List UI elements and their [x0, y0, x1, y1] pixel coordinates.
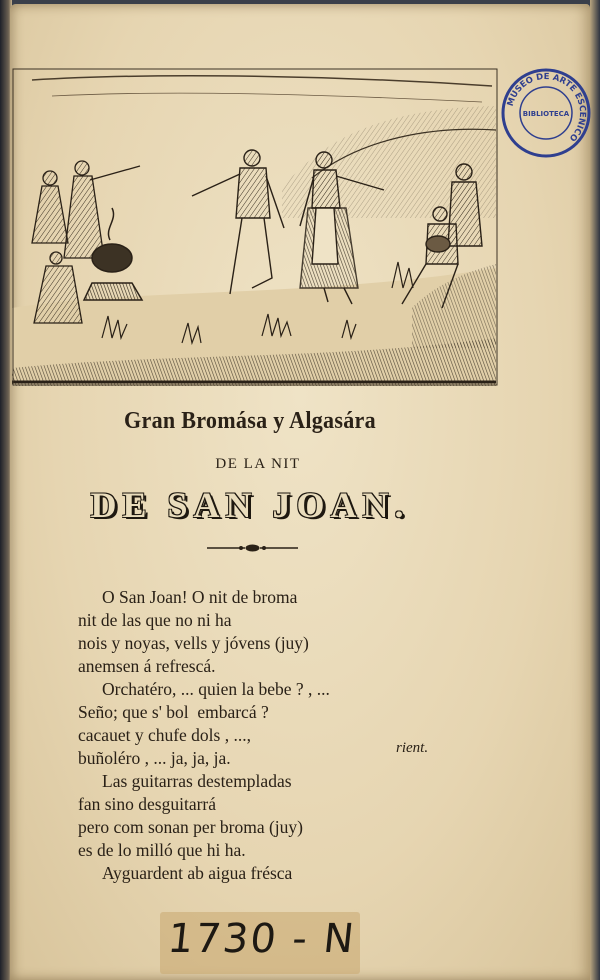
poem-line: Seño; que s' bol embarcá ? — [78, 702, 269, 722]
heading-line-2: DE LA NIT — [215, 456, 301, 472]
stamp-center-text: BIBLIOTECA — [522, 110, 570, 118]
poem-line: cacauet y chufe dols , ..., — [78, 725, 251, 745]
stage-direction: rient. — [396, 740, 429, 756]
poem — [78, 586, 458, 885]
poem-line: pero com sonan per broma (juy) — [78, 817, 303, 837]
stamp-ring-text: MUSEO DE ARTE ESCENICO — [505, 71, 588, 143]
shelf-mark: 1730 - N — [165, 916, 359, 962]
book-page — [10, 4, 590, 980]
library-stamp — [500, 67, 592, 159]
poem-line: O San Joan! O nit de broma — [102, 587, 298, 607]
poem-line: buñoléro , ... ja, ja, ja. — [78, 748, 231, 768]
engraving-illustration — [12, 68, 498, 386]
poem-line: nois y noyas, vells y jóvens (juy) — [78, 633, 309, 653]
poem-line: Orchatéro, ... quien la bebe ? , ... — [102, 679, 330, 699]
heading-line-1: Gran Bromása y Algasára — [124, 408, 376, 434]
poem-line: fan sino desguitarrá — [78, 794, 217, 814]
poem-line: nit de las que no ni ha — [78, 610, 232, 630]
poem-line: anemsen á refrescá. — [78, 656, 216, 676]
poem-line: Las guitarras destempladas — [102, 771, 292, 791]
poem-line: Ayguardent ab aigua frésca — [102, 863, 293, 883]
ornament-divider — [205, 542, 300, 554]
poem-line: es de lo milló que hi ha. — [78, 840, 246, 860]
heading-line-3: DE SAN JOAN. — [90, 485, 410, 525]
